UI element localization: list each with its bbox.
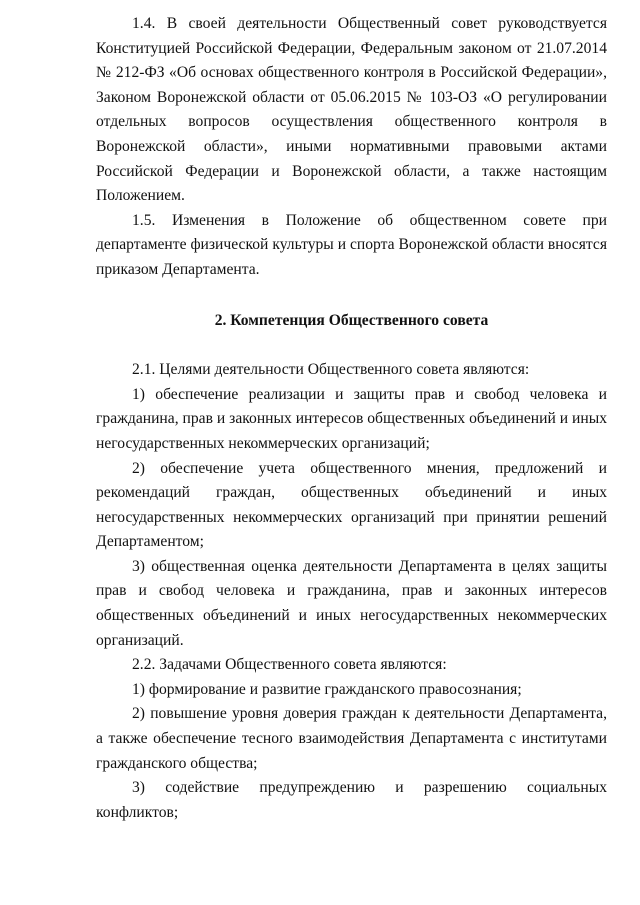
paragraph-2-2-item-2: 2) повышение уровня доверия граждан к деятельности Департамента, а также обеспечение тесного взаимодействия Департамента с институтами гражданского общества; <box>96 705 607 772</box>
spacer <box>96 283 607 309</box>
paragraph-2-1-item-1: 1) обеспечение реализации и защиты прав и свобод человека и гражданина, прав и законных интересов общественных объединений и иных негосударственных некоммерческих организаций; <box>96 385 607 452</box>
paragraph-2-1-item-3: 3) общественная оценка деятельности Департамента в целях защиты прав и свобод человека и гражданина, прав и законных интересов общественных объединений и иных негосударственных некоммерческих организаций. <box>96 557 607 649</box>
paragraph-1-4: 1.4. В своей деятельности Общественный совет руководствуется Конституцией Российской Федерации, Федеральным законом от 21.07.2014 № 212-ФЗ «Об основах общественного контроля в Российской Федерации», Законом Воронежской области от 05.06.2015 № 103-ОЗ «О регулировании отдельных вопросов осуществления общественного контроля в Воронежской области», иными нормативными правовыми актами Российской Федерации и Воронежской области, а также настоящим Положением. <box>96 15 607 205</box>
section-heading: 2. Компетенция Общественного совета <box>214 311 489 329</box>
document-page <box>96 12 607 825</box>
paragraph-2-1: 2.1. Целями деятельности Общественного совета являются: <box>132 361 530 379</box>
paragraph-2-2-item-3: 3) содействие предупреждению и разрешению социальных конфликтов; <box>96 779 607 821</box>
paragraph-2-1-item-2: 2) обеспечение учета общественного мнения, предложений и рекомендаций граждан, общественных объединений и иных негосударственных некоммерческих организаций при принятии решений Департаментом; <box>96 459 607 551</box>
paragraph-1-5: 1.5. Изменения в Положение об общественном совете при департаменте физической культуры и спорта Воронежской области вносятся приказом Департамента. <box>96 211 607 278</box>
paragraph-2-2-item-1: 1) формирование и развитие гражданского правосознания; <box>132 680 522 698</box>
spacer <box>96 333 607 358</box>
paragraph-2-2: 2.2. Задачами Общественного совета являются: <box>132 656 447 674</box>
